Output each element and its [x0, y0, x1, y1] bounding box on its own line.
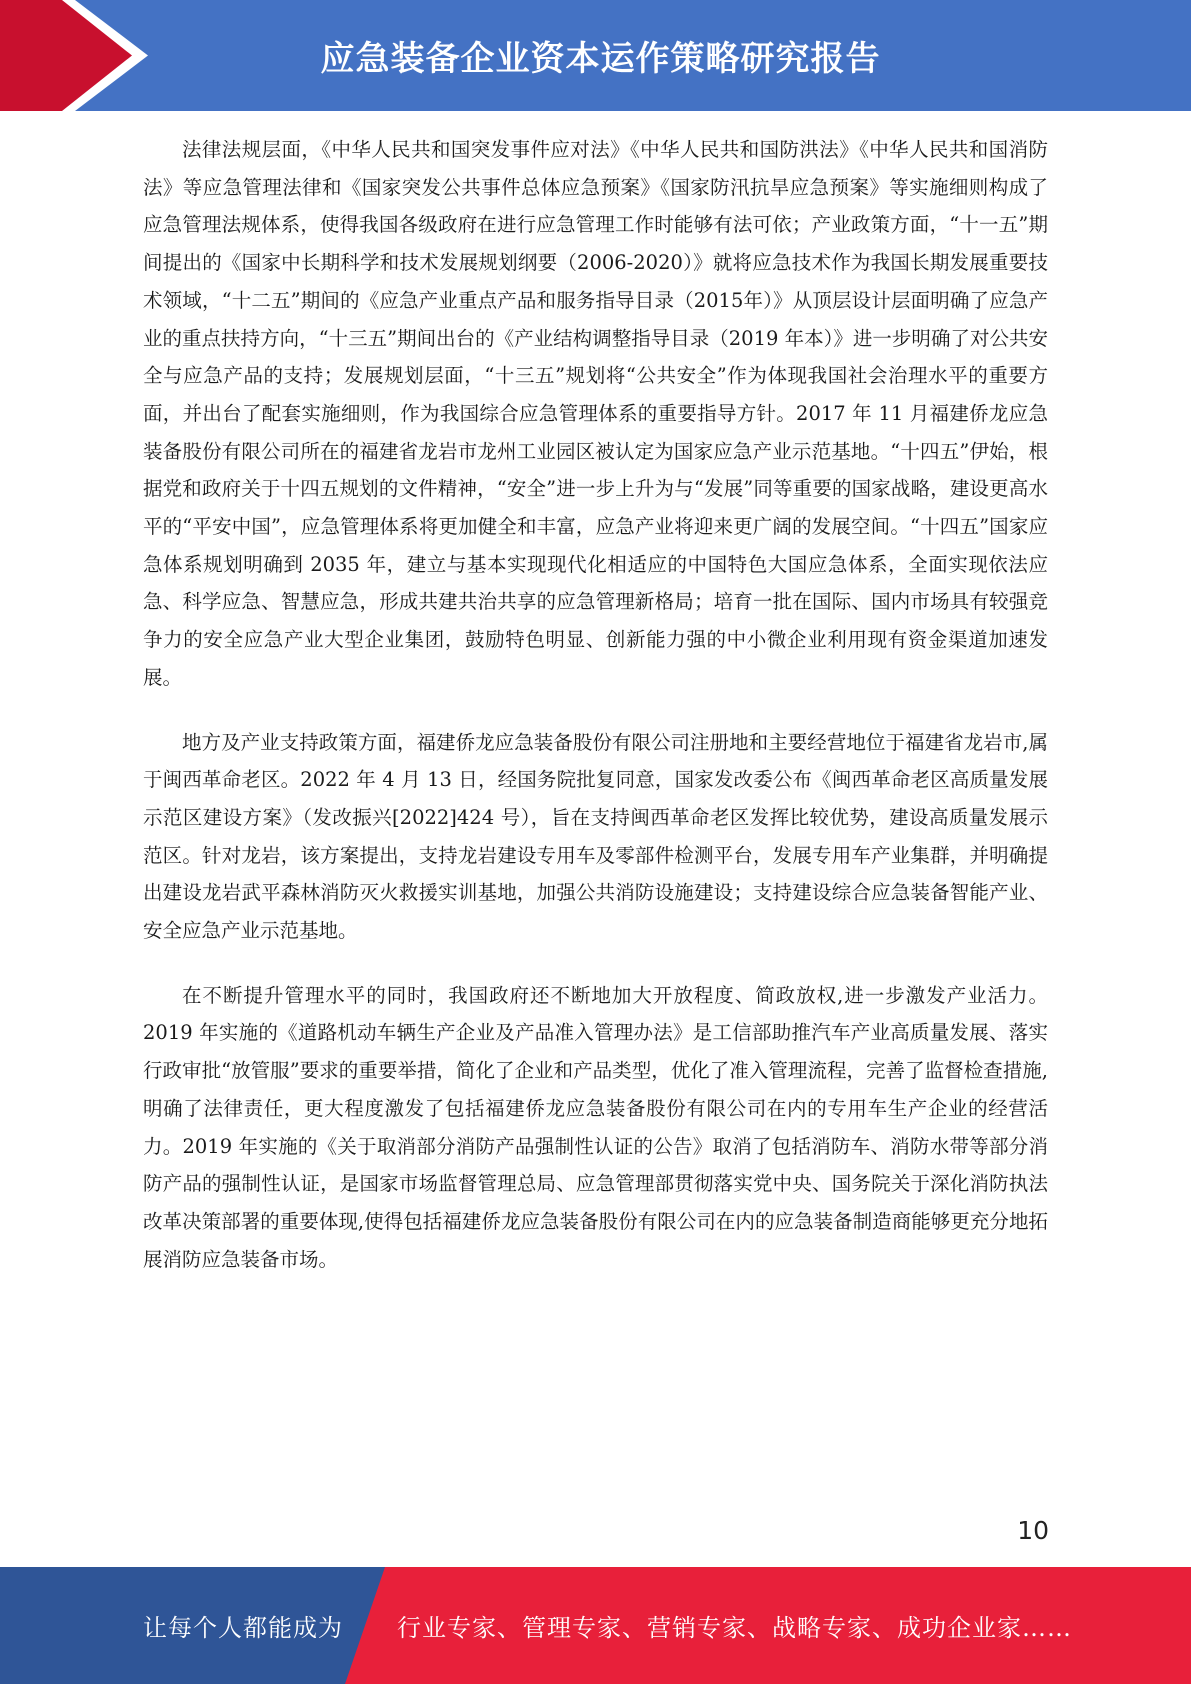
- paragraph-legal-policy: 法律法规层面，《中华人民共和国突发事件应对法》《中华人民共和国防洪法》《中华人民共和国消防法》等应急管理法律和《国家突发公共事件总体应急预案》《国家防汛抗旱应急预案》等实施细则构成了应急管理法规体系，使得我国各级政府在进行应急管理工作时能够有法可依；产业政策方面，“十一五”期间提出的《国家中长期科学和技术发展规划纲要（2006-2020）》就将应急技术作为我国长期发展重要技术领域，“十二五”期间的《应急产业重点产品和服务指导目录（2015年）》从顶层设计层面明确了应急产业的重点扶持方向，“十三五”期间出台的《产业结构调整指导目录（2019 年本）》进一步明确了对公共安全与应急产品的支持；发展规划层面，“十三五”规划将“公共安全”作为体现我国社会治理水平的重要方面，并出台了配套实施细则，作为我国综合应急管理体系的重要指导方针。2017 年 11 月福建侨龙应急装备股份有限公司所在的福建省龙岩市龙州工业园区被认定为国家应急产业示范基地。“十四五”伊始，根据党和政府关于十四五规划的文件精神，“安全”进一步上升为与“发展”同等重要的国家战略，建设更高水平的“平安中国”，应急管理体系将更加健全和丰富，应急产业将迎来更广阔的发展空间。“十四五”国家应急体系规划明确到 2035 年，建立与基本实现现代化相适应的中国特色大国应急体系，全面实现依法应急、科学应急、智慧应急，形成共建共治共享的应急管理新格局；培育一批在国际、国内市场具有较强竞争力的安全应急产业大型企业集团，鼓励特色明显、创新能力强的中小微企业利用现有资金渠道加速发展。: [143, 138, 1048, 689]
- page-header: [0, 0, 1191, 111]
- paragraph-local-policy: 地方及产业支持政策方面，福建侨龙应急装备股份有限公司注册地和主要经营地位于福建省龙岩市,属于闽西革命老区。2022 年 4 月 13 日，经国务院批复同意，国家发改委公布《闽西革命老区高质量发展示范区建设方案》（发改振兴[2022]424 号），旨在支持闽西革命老区发挥比较优势，建设高质量发展示范区。针对龙岩，该方案提出，支持龙岩建设专用车及零部件检测平台，发展专用车产业集群，并明确提出建设龙岩武平森林消防灭火救援实训基地，加强公共消防设施建设；支持建设综合应急装备智能产业、安全应急产业示范基地。: [143, 730, 1048, 943]
- body-content: [143, 131, 1048, 1305]
- footer-slogan-roles: 行业专家、管理专家、营销专家、战略专家、成功企业家……: [397, 1614, 1072, 1642]
- page-footer: [0, 1567, 1191, 1684]
- report-title: 应急装备企业资本运作策略研究报告: [320, 39, 881, 79]
- footer-slogan-lead: 让每个人都能成为: [143, 1614, 343, 1642]
- paragraph-deregulation: 在不断提升管理水平的同时，我国政府还不断地加大开放程度、简政放权,进一步激发产业活力。2019 年实施的《道路机动车辆生产企业及产品准入管理办法》是工信部助推汽车产业高质量发展、落实行政审批“放管服”要求的重要举措，简化了企业和产品类型，优化了准入管理流程，完善了监督检查措施,明确了法律责任，更大程度激发了包括福建侨龙应急装备股份有限公司在内的专用车生产企业的经营活力。2019 年实施的《关于取消部分消防产品强制性认证的公告》取消了包括消防车、消防水带等部分消防产品的强制性认证，是国家市场监督管理总局、应急管理部贯彻落实党中央、国务院关于深化消防执法改革决策部署的重要体现,使得包括福建侨龙应急装备股份有限公司在内的应急装备制造商能够更充分地拓展消防应急装备市场。: [143, 983, 1048, 1271]
- page-number: 10: [1017, 1516, 1049, 1545]
